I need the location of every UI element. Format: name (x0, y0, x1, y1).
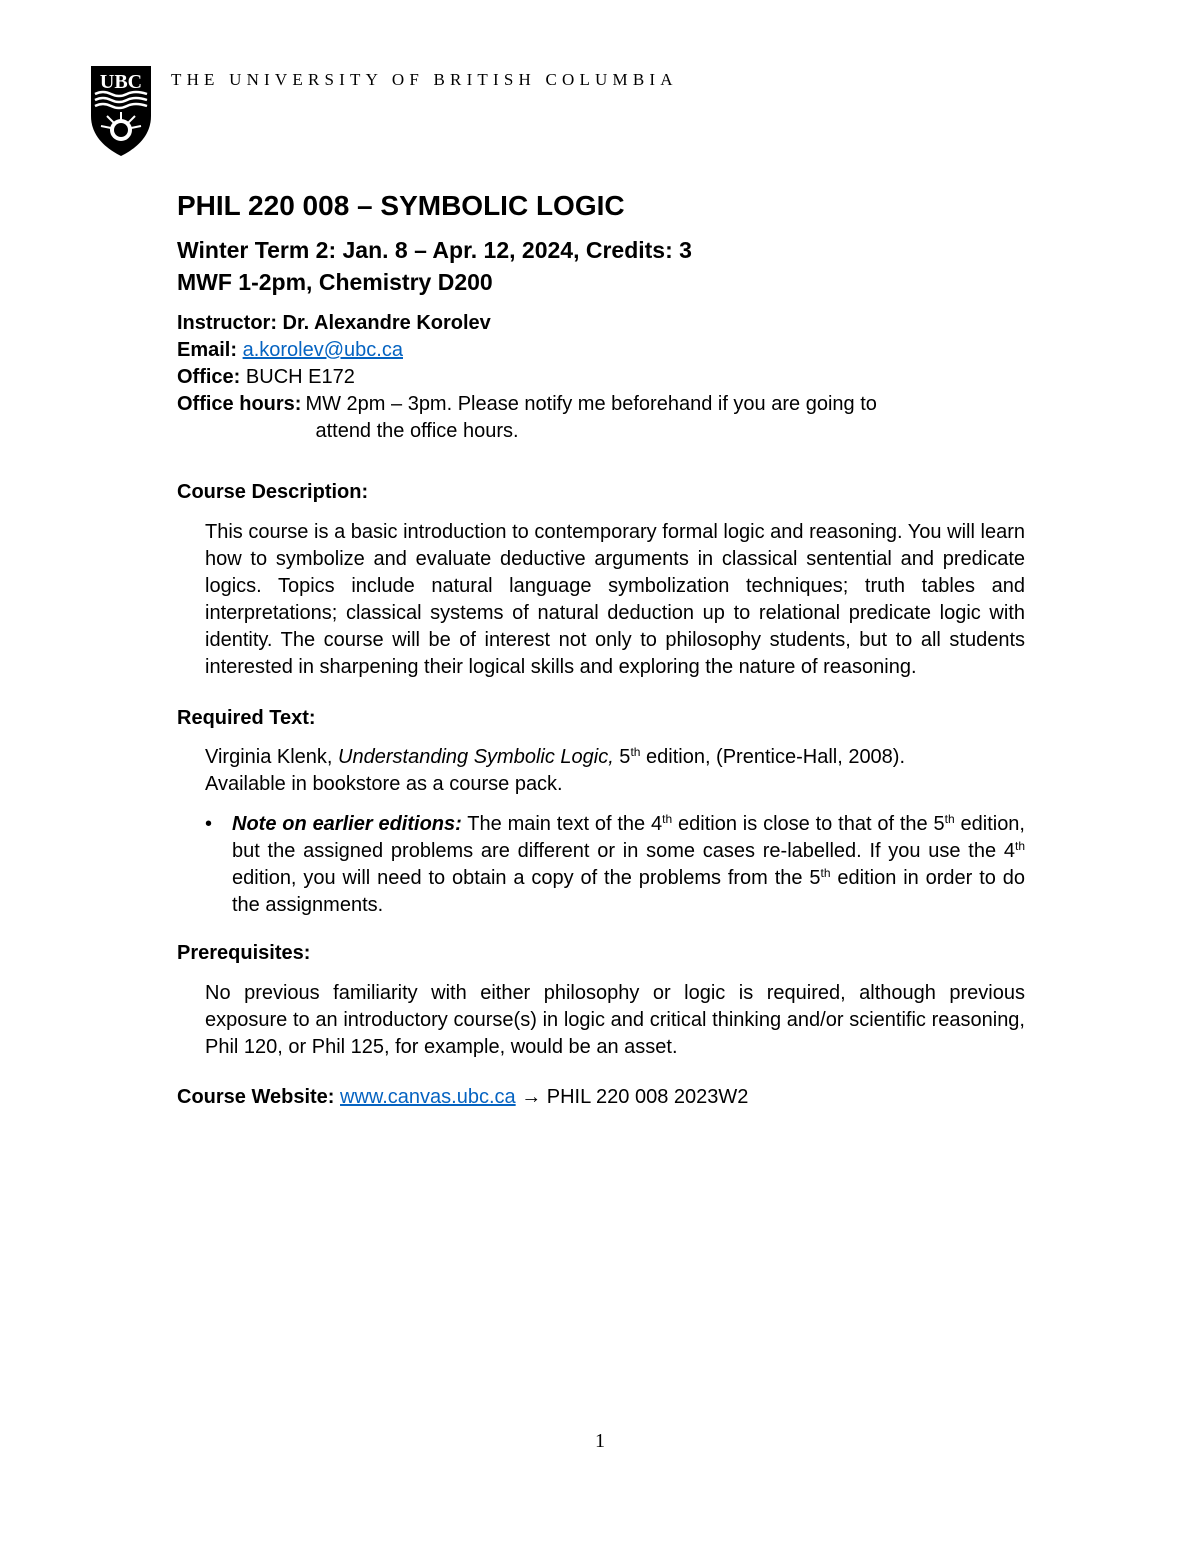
office-row (177, 364, 1025, 391)
earlier-editions-note (205, 811, 1025, 919)
course-title: PHIL 220 008 – SYMBOLIC LOGIC (177, 190, 625, 221)
note-label: Note on earlier editions: (232, 813, 462, 835)
university-name: THE UNIVERSITY OF BRITISH COLUMBIA (171, 70, 678, 89)
bullet-icon: • (205, 813, 213, 835)
prerequisites-heading: Prerequisites: (177, 942, 311, 964)
note-part: edition, you will need to obtain a copy of the problems from the 5 (232, 867, 821, 889)
course-description-heading: Course Description: (177, 481, 369, 503)
note-sup: th (1014, 839, 1025, 853)
email-row (177, 337, 1025, 364)
book-edition-sup: th (630, 745, 641, 759)
book-edition-num: 5 (613, 746, 631, 768)
required-text-heading: Required Text: (177, 707, 316, 729)
office-hours-line2: attend the office hours. (315, 420, 519, 442)
note-sup: th (820, 866, 831, 880)
term-line: Winter Term 2: Jan. 8 – Apr. 12, 2024, Credits: 3 (177, 237, 692, 263)
email-link[interactable]: a.korolev@ubc.ca (242, 339, 403, 361)
instructor-info (177, 310, 1025, 445)
office-label: Office: (177, 366, 241, 388)
office-hours-line1: MW 2pm – 3pm. Please notify me beforehand if you are going to (305, 393, 877, 415)
office-value: BUCH E172 (245, 366, 355, 388)
book-edition-rest: edition, (Prentice-Hall, 2008). (640, 746, 906, 768)
ubc-logo-text: UBC (99, 71, 143, 93)
course-website-label: Course Website: (177, 1086, 335, 1108)
office-hours-label: Office hours: (177, 393, 302, 415)
course-website-link[interactable]: www.canvas.ubc.ca (340, 1086, 516, 1108)
email-label: Email: (177, 339, 238, 361)
syllabus-content (177, 188, 1025, 1111)
office-hours-row (177, 391, 1025, 445)
course-meta (177, 234, 1025, 298)
ubc-crest-logo (89, 64, 153, 158)
book-author: Virginia Klenk, (205, 746, 339, 768)
note-sup: th (944, 812, 955, 826)
note-part: edition, but the assigned problems are different or in some cases re-labelled. If you use the 4 (232, 813, 1025, 862)
course-description-body: This course is a basic introduction to contemporary formal logic and reasoning. You will learn how to symbolize and evaluate deductive arguments in classical sentential and predicate logics. Topics include natural language symbolization techniques; truth tables and interpretations; classical systems of natural deduction up to relational predicate logic with identity. The course will be of interest not only to philosophy students, but to all students interested in sharpening their logical skills and exploring the nature of reasoning. (205, 521, 1025, 678)
schedule-line: MWF 1-2pm, Chemistry D200 (177, 269, 493, 295)
arrow-right-icon: → (521, 1086, 542, 1108)
book-availability: Available in bookstore as a course pack. (205, 773, 563, 795)
course-website-ref: PHIL 220 008 2023W2 (541, 1086, 749, 1108)
page-number: 1 (595, 1430, 605, 1452)
note-part: edition is close to that of the 5 (672, 813, 945, 835)
course-website-row (177, 1084, 1025, 1111)
instructor-line: Instructor: Dr. Alexandre Korolev (177, 312, 491, 334)
note-part: The main text of the 4 (461, 813, 663, 835)
note-text (232, 811, 1025, 919)
note-part: edition in order to do the assignments. (232, 867, 1025, 916)
book-title: Understanding Symbolic Logic, (338, 746, 614, 768)
prerequisites-body: No previous familiarity with either philosophy or logic is required, although previous exposure to an introductory course(s) in logic and critical thinking and/or scientific reasoning, Phil 120, or Phil 125, for example, would be an asset. (205, 982, 1025, 1058)
note-sup: th (662, 812, 673, 826)
office-hours-text (301, 391, 876, 445)
required-text-body (205, 744, 1025, 798)
